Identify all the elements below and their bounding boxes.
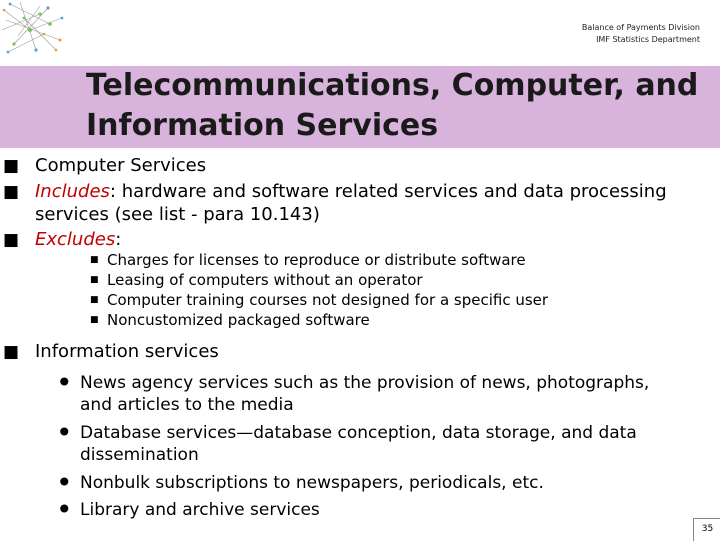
includes-label: Includes	[35, 181, 110, 202]
includes-line-1	[35, 181, 667, 203]
square-bullet-icon: ■	[3, 156, 20, 176]
title-line-2: Information Services	[86, 108, 439, 143]
info-item-text-line: Database services—database conception, data storage, and data	[80, 423, 637, 443]
slide-title	[86, 66, 698, 146]
square-bullet-icon: ■	[3, 182, 20, 202]
square-bullet-icon: ■	[3, 230, 20, 250]
small-bullet-icon: ■	[90, 295, 99, 305]
excludes-label: Excludes	[35, 229, 116, 250]
information-services-heading: Information services	[35, 341, 219, 362]
title-line-1: Telecommunications, Computer, and	[86, 68, 699, 103]
excludes-item-text: Computer training courses not designed for a specific user	[107, 291, 549, 309]
excludes-item-text: Leasing of computers without an operator	[107, 271, 423, 289]
includes-line-2: services (see list - para 10.143)	[35, 204, 320, 225]
info-item-text-line: Library and archive services	[80, 500, 320, 520]
square-bullet-icon: ■	[3, 342, 20, 362]
org-division: Balance of Payments Division	[581, 23, 700, 32]
abstract-network-logo-icon	[0, 0, 72, 64]
includes-text: : hardware and software related services and data processing	[109, 181, 667, 202]
round-bullet-icon: •	[56, 466, 73, 499]
round-bullet-icon: •	[56, 493, 73, 526]
small-bullet-icon: ■	[90, 275, 99, 285]
organization-header	[582, 22, 700, 46]
page-number: 35	[693, 518, 720, 541]
excludes-colon: :	[115, 229, 122, 250]
round-bullet-icon: •	[56, 366, 73, 399]
excludes-item-text: Noncustomized packaged software	[107, 311, 370, 329]
info-item-text-line: and articles to the media	[80, 395, 294, 415]
excludes-line	[35, 229, 121, 251]
small-bullet-icon: ■	[90, 315, 99, 325]
info-item-text-line: News agency services such as the provision of news, photographs,	[80, 373, 650, 393]
excludes-item-text: Charges for licenses to reproduce or distribute software	[107, 251, 526, 269]
info-item-text-line: Nonbulk subscriptions to newspapers, periodicals, etc.	[80, 473, 544, 493]
info-item-text-line: dissemination	[80, 445, 199, 465]
round-bullet-icon: •	[56, 416, 73, 449]
computer-services-heading: Computer Services	[35, 155, 207, 176]
small-bullet-icon: ■	[90, 255, 99, 265]
org-department: IMF Statistics Department	[596, 35, 700, 44]
